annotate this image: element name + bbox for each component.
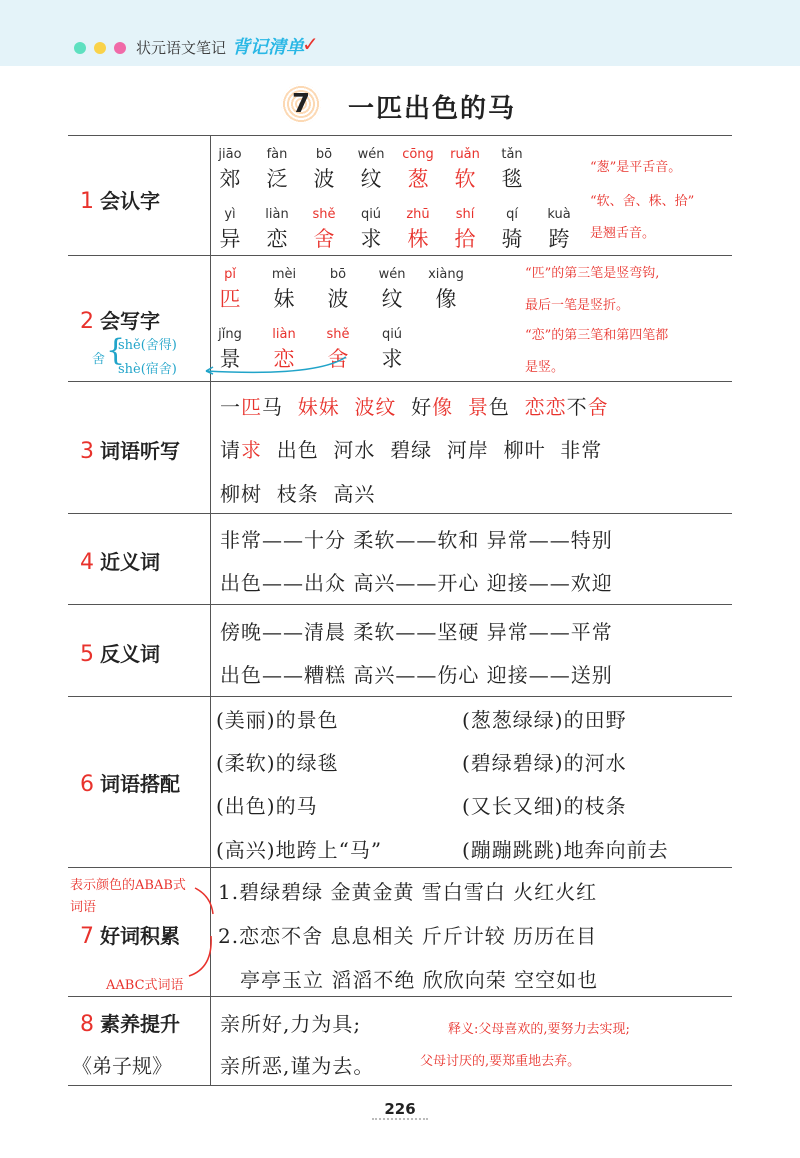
dictation-word: 匹 — [241, 395, 262, 419]
collocation-item: (美丽)的景色 — [216, 708, 339, 732]
brand-title: 状元语文笔记 — [136, 39, 227, 57]
collocation-item: (蹦蹦跳跳)地奔向前去 — [462, 838, 669, 862]
section-7-heading — [80, 920, 180, 949]
character: 株 — [407, 227, 429, 251]
pinyin: bō — [315, 147, 333, 162]
dictation-word: 柳树 枝条 高兴 — [220, 482, 376, 506]
character: 泛 — [266, 167, 288, 191]
pinyin: liàn — [272, 327, 296, 342]
collocation-item: (柔软)的绿毯 — [216, 751, 339, 775]
brand-subtitle: 背记清单 — [232, 37, 304, 58]
stroke-note: 是竖。 — [525, 360, 565, 375]
synonym-line: 出色——出众 高兴——开心 迎接——欢迎 — [220, 571, 613, 595]
character: 纹 — [360, 167, 382, 191]
section-4-heading — [80, 546, 160, 575]
collocation-item: (葱葱绿绿)的田野 — [462, 708, 627, 732]
section-number: 4 — [80, 550, 94, 575]
character: 跨 — [548, 227, 570, 251]
dot-icon — [114, 42, 126, 54]
stroke-note: “恋”的第三笔和第四笔都 — [525, 328, 669, 343]
character: 毯 — [501, 167, 523, 191]
section-5-heading — [80, 638, 160, 667]
section-title: 词语搭配 — [100, 772, 180, 796]
dictation-word: 不 — [566, 395, 588, 419]
pinyin: ruǎn — [450, 147, 480, 162]
section-title: 近义词 — [100, 550, 160, 574]
dictation-word: 请 — [220, 438, 241, 462]
pinyin: xiàng — [428, 267, 464, 282]
section-8-heading — [80, 1008, 180, 1037]
good-words-line: 亭亭玉立 滔滔不绝 欣欣向荣 空空如也 — [240, 968, 599, 992]
pinyin: yì — [224, 207, 236, 222]
dictation-line — [220, 434, 602, 463]
good-words-line: 2.恋恋不舍 息息相关 斤斤计较 历历在目 — [218, 924, 598, 948]
dictation-word: 一 — [220, 395, 241, 419]
pinyin: shí — [455, 207, 475, 222]
polyphone-reading: shè(宿舍) — [118, 362, 177, 377]
row-divider — [68, 381, 732, 382]
section-title: 会认字 — [100, 189, 160, 213]
check-icon: ✓ — [302, 32, 319, 56]
pinyin: fàn — [266, 147, 288, 162]
pronunciation-note: “葱”是平舌音。 — [590, 160, 682, 175]
pinyin: mèi — [271, 267, 297, 282]
pinyin: wén — [357, 147, 385, 162]
word-type-note: 表示颜色的ABAB式 — [70, 878, 186, 893]
pinyin: tǎn — [501, 147, 523, 162]
character: 软 — [454, 167, 476, 191]
dictation-word — [340, 395, 355, 419]
row-divider — [68, 513, 732, 514]
character: 像 — [435, 287, 457, 311]
arrow-icon — [196, 355, 356, 375]
character: 舍 — [313, 227, 335, 251]
lesson-number: 7 — [281, 84, 321, 124]
page-number: 226 — [372, 1100, 428, 1120]
word-type-note: AABC式词语 — [106, 978, 184, 993]
dictation-word: 舍 — [587, 395, 609, 419]
section-title: 反义词 — [100, 642, 160, 666]
dictation-word — [283, 395, 298, 419]
pinyin: jiāo — [218, 147, 242, 162]
character: 骑 — [501, 227, 523, 251]
dictation-word: 出色 河水 碧绿 河岸 柳叶 非常 — [262, 438, 603, 462]
row-divider — [68, 604, 732, 605]
row-divider — [68, 696, 732, 697]
character: 波 — [313, 167, 335, 191]
section-8-subtitle: 《弟子规》 — [72, 1054, 172, 1078]
character: 拾 — [454, 227, 476, 251]
meaning-note: 父母讨厌的,要郑重地去弃。 — [420, 1054, 581, 1069]
dictation-word: 波纹 — [354, 395, 397, 419]
section-number: 3 — [80, 439, 94, 464]
synonym-line: 非常——十分 柔软——软和 异常——特别 — [220, 528, 613, 552]
section-number: 7 — [80, 924, 94, 949]
section-number: 2 — [80, 309, 94, 334]
dictation-word — [510, 395, 525, 419]
section-number: 8 — [80, 1012, 94, 1037]
lesson-title: 一匹出色的马 — [348, 94, 517, 124]
dictation-word: 景 — [467, 395, 489, 419]
polyphone-char: 舍 — [92, 352, 106, 367]
section-number: 5 — [80, 642, 94, 667]
brace-icon: { — [106, 333, 126, 368]
section-number: 1 — [80, 189, 94, 214]
dictation-word: 好 — [411, 395, 433, 419]
pinyin: qiú — [381, 327, 403, 342]
section-6-heading — [80, 768, 180, 797]
dictation-word: 求 — [241, 438, 262, 462]
classic-line: 亲所恶,谨为去。 — [220, 1054, 375, 1078]
pronunciation-note: 是翘舌音。 — [590, 226, 656, 241]
stroke-note: 最后一笔是竖折。 — [525, 298, 630, 313]
collocation-item: (碧绿碧绿)的河水 — [462, 751, 627, 775]
pinyin: kuà — [547, 207, 571, 222]
antonym-line: 出色——糟糕 高兴——伤心 迎接——送别 — [220, 663, 613, 687]
polyphone-reading: shě(舍得) — [118, 338, 177, 353]
character: 舍 — [327, 347, 349, 371]
good-words-line: 1.碧绿碧绿 金黄金黄 雪白雪白 火红火红 — [218, 880, 598, 904]
character: 恋 — [266, 227, 288, 251]
pinyin: wén — [378, 267, 406, 282]
character: 求 — [381, 347, 403, 371]
section-title: 好词积累 — [100, 924, 180, 948]
pinyin: jǐng — [218, 327, 242, 342]
dictation-word: 妹妹 — [297, 395, 340, 419]
arrow-icon — [175, 878, 225, 988]
character: 葱 — [407, 167, 429, 191]
dot-icon — [74, 42, 86, 54]
dictation-word: 恋恋 — [524, 395, 567, 419]
dictation-word — [396, 395, 411, 419]
section-1-heading — [80, 185, 160, 214]
table-border — [68, 135, 732, 136]
stroke-note: “匹”的第三笔是竖弯钩, — [525, 266, 660, 281]
collocation-item: (出色)的马 — [216, 794, 318, 818]
section-2-heading — [80, 305, 160, 334]
top-banner — [0, 0, 800, 66]
pinyin: pǐ — [224, 267, 236, 282]
word-type-note: 词语 — [70, 900, 97, 915]
pinyin: zhū — [406, 207, 430, 222]
pinyin: qiú — [360, 207, 382, 222]
section-number: 6 — [80, 772, 94, 797]
pinyin: shě — [326, 327, 350, 342]
character: 妹 — [273, 287, 295, 311]
row-divider — [68, 255, 732, 256]
dot-icon — [94, 42, 106, 54]
character: 波 — [327, 287, 349, 311]
character: 景 — [219, 347, 241, 371]
character: 匹 — [219, 287, 241, 311]
dictation-word: 马 — [262, 395, 283, 419]
pinyin: qí — [506, 207, 518, 222]
section-title: 词语听写 — [100, 439, 180, 463]
collocation-item: (又长又细)的枝条 — [462, 794, 627, 818]
pinyin: cōng — [402, 147, 434, 162]
pinyin: liàn — [265, 207, 289, 222]
table-border — [68, 1085, 732, 1086]
dictation-word — [453, 395, 468, 419]
character: 郊 — [219, 167, 241, 191]
dictation-line — [220, 478, 375, 507]
row-divider — [68, 996, 732, 997]
character: 纹 — [381, 287, 403, 311]
meaning-note: 释义:父母喜欢的,要努力去实现; — [448, 1022, 630, 1037]
character: 异 — [219, 227, 241, 251]
character: 恋 — [273, 347, 295, 371]
dictation-word: 像 — [432, 395, 454, 419]
pinyin: bō — [329, 267, 347, 282]
pronunciation-note: “软、舍、株、拾” — [590, 194, 695, 209]
dictation-line — [220, 391, 609, 420]
section-title: 会写字 — [100, 309, 160, 333]
collocation-item: (高兴)地跨上“马” — [216, 838, 383, 862]
dictation-word: 色 — [488, 395, 510, 419]
section-title: 素养提升 — [100, 1012, 180, 1036]
row-divider — [68, 867, 732, 868]
section-3-heading — [80, 435, 180, 464]
pinyin: shě — [312, 207, 336, 222]
character: 求 — [360, 227, 382, 251]
antonym-line: 傍晚——清晨 柔软——坚硬 异常——平常 — [220, 620, 613, 644]
classic-line: 亲所好,力为具; — [220, 1012, 362, 1036]
